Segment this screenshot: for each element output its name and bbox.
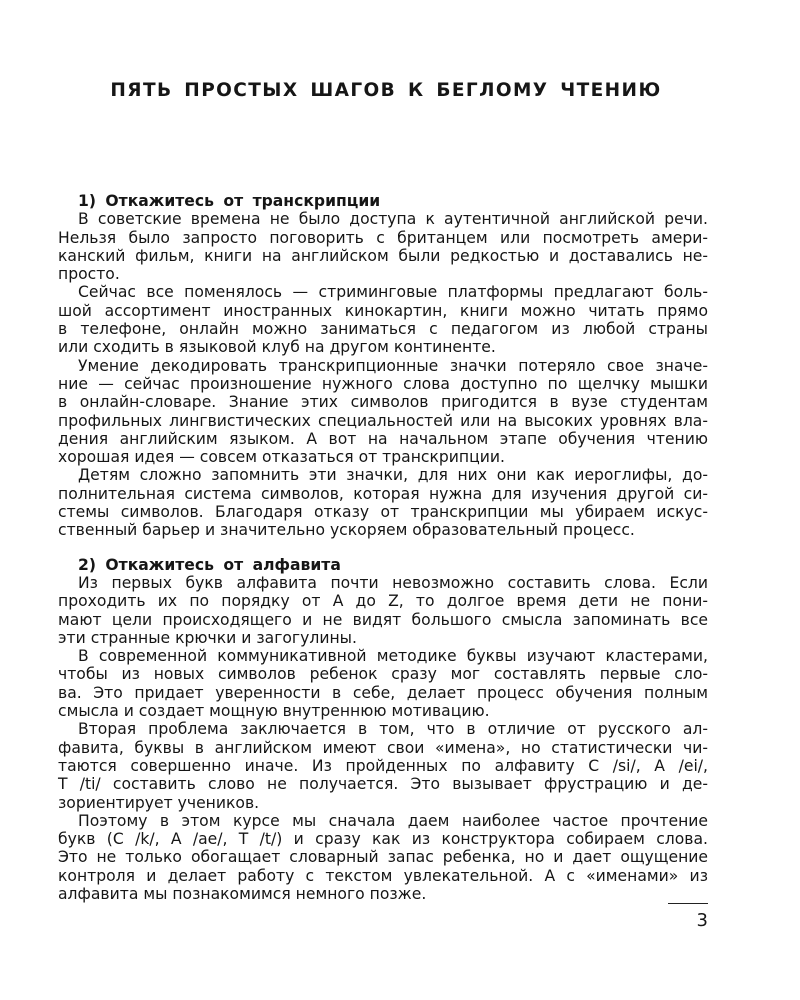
text-line: контроля и делает работу с текстом увлекательной. А с «именами» из	[58, 866, 708, 885]
text-line: проходить их по порядку от A до Z, то долгое время дети не пони-	[58, 592, 708, 611]
text-line: канский фильм, книги на английском были редкостью и доставались не-	[58, 246, 708, 265]
text-line: в телефоне, онлайн можно заниматься с педагогом из любой страны	[58, 320, 708, 339]
text-line: смысла и создает мощную внутреннюю мотивацию.	[58, 702, 490, 721]
text-line: Это не только обогащает словарный запас ребенка, но и дает ощущение	[58, 848, 708, 867]
text-line: Детям сложно запомнить эти значки, для них они как иероглифы, до-	[78, 466, 708, 485]
text-line: профильных лингвистических специальностей или на высоких уровнях вла-	[58, 411, 708, 430]
text-line: В советские времена не было доступа к аутентичной английской речи.	[78, 210, 708, 229]
text-line: дения английским языком. А вот на начальном этапе обучения чтению	[58, 429, 708, 448]
text-line: шой ассортимент иностранных кинокартин, книги можно читать прямо	[58, 301, 708, 320]
text-line: полнительная система символов, которая нужна для изучения другой си-	[58, 484, 708, 503]
text-line: алфавита мы познакомимся немного позже.	[58, 884, 427, 903]
text-line: В современной коммуникативной методике буквы изучают кластерами,	[78, 647, 708, 666]
text-line: просто.	[58, 265, 120, 284]
text-line: T /ti/ составить слово не получается. Это вызывает фрустрацию и де-	[58, 775, 708, 794]
text-line: таются совершенно иначе. Из пройденных по алфавиту С /si/, A /ei/,	[58, 756, 708, 775]
text-line: мают цели происходящего и не видят большого смысла запоминать все	[58, 610, 708, 629]
paragraph	[58, 357, 708, 467]
paragraph	[58, 283, 708, 356]
section-heading: 1) Откажитесь от транскрипции	[78, 192, 381, 210]
text-line: или сходить в языковой клуб на другом континенте.	[58, 338, 496, 357]
text-line: зориентирует учеников.	[58, 793, 260, 812]
text-line: Из первых букв алфавита почти невозможно составить слова. Если	[78, 573, 708, 592]
text-line: эти странные крючки и загогулины.	[58, 628, 357, 647]
paragraph	[58, 647, 708, 720]
paragraph	[58, 466, 708, 539]
text-line: в онлайн-словаре. Знание этих символов пригодится в вузе студентам	[58, 393, 708, 412]
text-line: Нельзя было запросто поговорить с британцем или посмотреть амери-	[58, 228, 708, 247]
text-line: букв (C /k/, A /ae/, T /t/) и сразу как из конструктора собираем слова.	[58, 830, 708, 849]
text-line: ние — сейчас произношение нужного слова доступно по щелчку мышки	[58, 374, 708, 393]
page-number-rule	[668, 903, 708, 904]
page-number: 3	[696, 910, 708, 931]
text-line: хорошая идея — совсем отказаться от транскрипции.	[58, 448, 505, 467]
text-line: ва. Это придает уверенности в себе, делает процесс обучения полным	[58, 683, 708, 702]
page-content	[58, 192, 708, 903]
text-line: стемы символов. Благодаря отказу от транскрипции мы убираем искус-	[58, 503, 708, 522]
paragraph	[58, 812, 708, 903]
text-line: Вторая проблема заключается в том, что в отличие от русского ал-	[78, 720, 708, 739]
section-gap	[58, 540, 708, 556]
paragraph	[58, 574, 708, 647]
section-heading: 2) Откажитесь от алфавита	[78, 555, 341, 574]
page-title: ПЯТЬ ПРОСТЫХ ШАГОВ К БЕГЛОМУ ЧТЕНИЮ	[110, 80, 662, 101]
text-line: ственный барьер и значительно ускоряем образовательный процесс.	[58, 521, 635, 540]
paragraph	[58, 720, 708, 811]
text-line: фавита, буквы в английском имеют свои «имена», но статистически чи-	[58, 738, 708, 757]
text-line: Поэтому в этом курсе мы сначала даем наиболее частое прочтение	[78, 811, 708, 830]
text-line: Умение декодировать транскрипционные значки потеряло свое значе-	[78, 356, 708, 375]
text-line: чтобы из новых символов ребенок сразу мог составлять первые сло-	[58, 665, 708, 684]
paragraph	[58, 210, 708, 283]
text-line: Сейчас все поменялось — стриминговые платформы предлагают боль-	[78, 283, 708, 302]
